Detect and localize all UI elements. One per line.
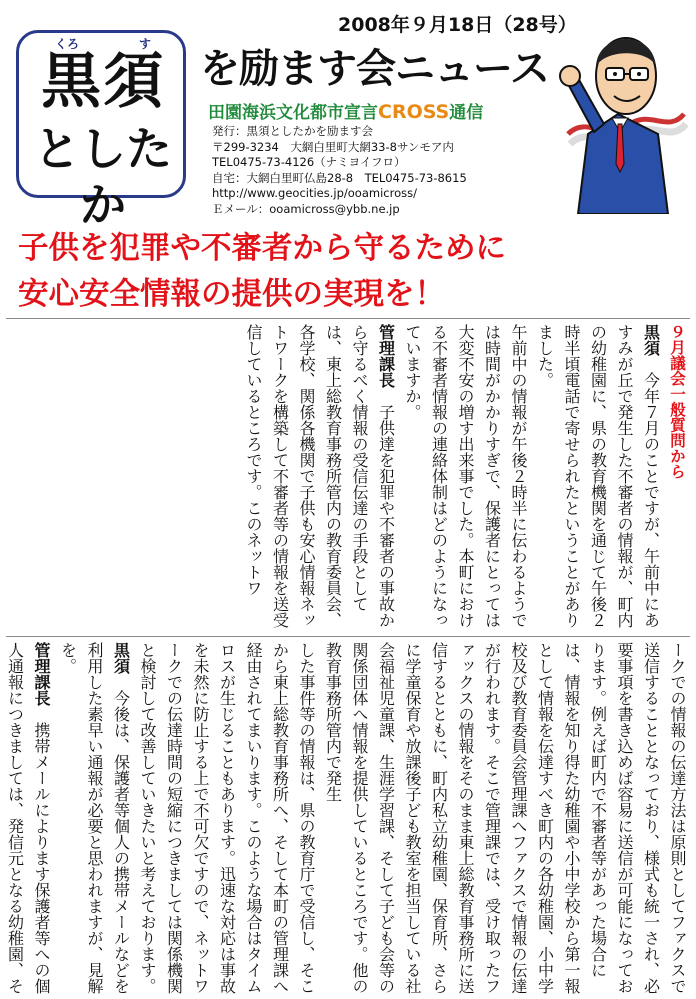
article-body	[6, 318, 690, 999]
paragraph-text: 今後は、保護者等個人の携帯メールなどを利用した素早い通報が必要と思われますが、見解を。	[58, 642, 131, 994]
article-paragraph	[54, 642, 134, 995]
publisher-url[interactable]: http://www.geocities.jp/ooamicross/	[212, 186, 417, 200]
article-paragraph	[240, 324, 399, 632]
subtitle-post: 通信	[449, 103, 484, 123]
divider	[6, 636, 690, 637]
paragraph-text: 今年７月のことですが、午前中にあすみが丘で発生した不審者の情報が、町内の幼稚園に、県の教育機関を通じて午後２時半頃電話で寄せられたということがありました。	[535, 324, 661, 628]
logo-given-name: としたか	[34, 122, 172, 232]
subtitle-cross: CROSS	[378, 101, 450, 123]
headline-line-1: 子供を犯罪や不審者から守るために	[18, 231, 506, 266]
speaker-label: 管理課長	[32, 642, 51, 706]
article-paragraph	[531, 324, 664, 632]
article-band-upper	[6, 324, 690, 632]
publisher-info	[212, 124, 467, 217]
publisher-email[interactable]: Ｅメール：ooamicross@ybb.ne.jp	[212, 201, 400, 216]
headline	[18, 226, 686, 318]
logo-surname: 黒須	[41, 47, 165, 117]
divider	[6, 318, 690, 319]
masthead-subtitle	[208, 98, 483, 123]
paragraph-text: 携帯メールによります保護者等への個人通報につきましては、発信元となる幼稚園、そ	[6, 642, 51, 994]
article-paragraph	[134, 642, 320, 995]
publisher-address: 〒299-3234 大網白里町大網33-8サンモア内	[212, 139, 454, 154]
logo-ruby-su: す	[139, 37, 152, 51]
newsletter-logo	[16, 30, 186, 232]
caricature-illustration	[548, 14, 688, 214]
speaker-label: 黒須	[641, 324, 661, 356]
article-paragraph	[319, 642, 690, 995]
logo-ruby-kuro: くろ	[55, 37, 80, 51]
speaker-label: 管理課長	[376, 324, 396, 388]
paragraph-text: した事件等の情報は、県の教育庁で受信し、そこから東上総教育事務所へ、そして本町の管理課へ経由されてまいります。このような場合はタイムロスが生じることもあります。迅速な対応は事故を未然に防止する上で不可欠ですので、ネットワークでの伝達時間の短縮につきましては関係機関と検討して改善していきたいと考えております。	[138, 642, 316, 994]
article-band-lower	[6, 642, 690, 995]
speaker-label: 黒須	[111, 642, 131, 674]
article-paragraph	[6, 642, 54, 995]
paragraph-text: 午前中の情報が午後２時半に伝わるようでは時間がかかりすぎで、保護者にとっては大変不安の増す出来事でした。本町における不審者情報の連絡体制はどのようになっていますか。	[403, 324, 528, 628]
masthead-title: を励ます会ニュース	[200, 46, 549, 92]
publisher-tel: TEL0475-73-4126（ナミヨイフロ）	[212, 155, 406, 169]
headline-line-2: 安心安全情報の提供の実現を！	[18, 277, 445, 312]
subtitle-pre: 田園海浜文化都市宣言	[208, 103, 378, 123]
article-paragraph	[399, 324, 532, 632]
publisher-line: 発行：黒須としたかを励ます会	[212, 124, 373, 138]
publisher-home: 自宅：大網白里町仏島28-8 TEL0475-73-8615	[212, 170, 467, 185]
section-title: ９月議会一般質問から	[668, 324, 686, 479]
issue-date: 2008年９月18日（28号）	[338, 14, 577, 36]
paragraph-text: 子供達を犯罪や不審者の事故から守るべく情報の受信伝達の手段としては、東上総教育事務所管内の教育委員会、各学校、関係各機関で子供も安心情報ネットワークを構築して不審者等の情報を送受信しているところです。このネットワ	[244, 324, 396, 628]
paragraph-text: ークでの情報の伝達方法は原則としてファクスで送信することとなっており、様式も統一され、必要事項を書き込めば容易に送信が可能になっております。例えば町内で不審者等があった場合には、情報を知り得た幼稚園や小中学校から第一報として情報を伝達すべき町内の各幼稚園、小中学校及び教育委員会管理課へファクスで情報の伝達が行われます。そこで管理課では、受け取ったファックスの情報をそのまま東上総教育事務所に送信するとともに、町内私立幼稚園、保育所、さらに学童保育や放課後子ども教室を担当している社会福祉児童課、生涯学習課、そして子ども会等の関係団体へ情報を提供しているところです。他の教育事務所管内で発生	[323, 642, 687, 994]
